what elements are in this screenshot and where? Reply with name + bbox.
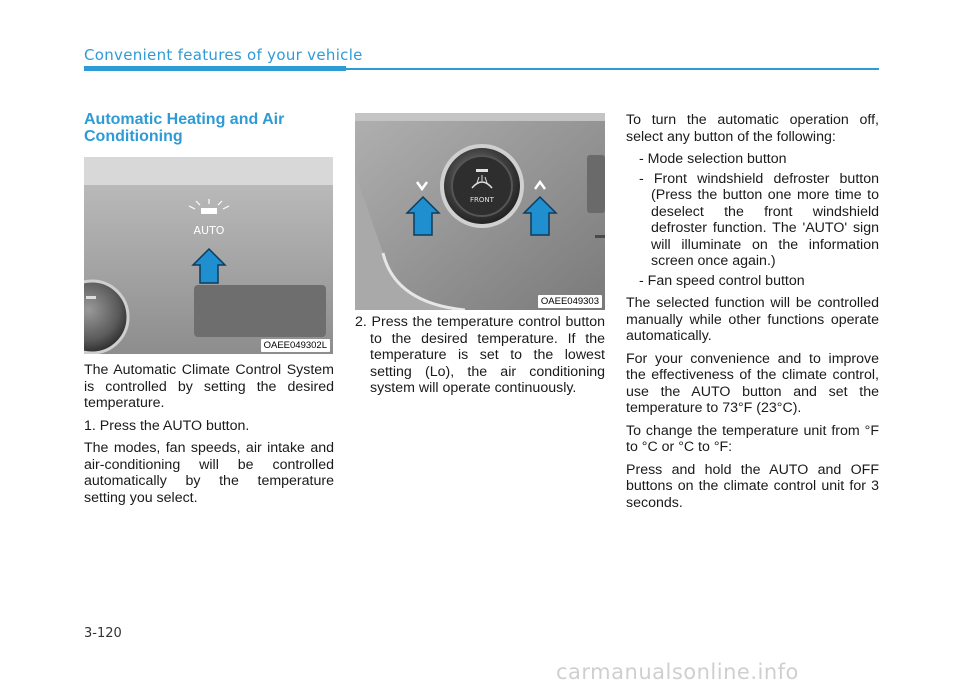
intro-paragraph: The Automatic Climate Control System is controlled by setting the desired temperature. — [84, 362, 334, 411]
auto-label: AUTO — [193, 224, 225, 237]
figure-temperature-knob — [355, 113, 605, 310]
figure-auto-button — [84, 157, 333, 354]
list-item: - Fan speed control button — [639, 272, 805, 289]
temperature-panel-illustration — [355, 113, 605, 310]
manual-control-paragraph: The selected function will be controlled manually while other functions operate automatically. — [626, 295, 879, 344]
column-3-text — [626, 112, 879, 517]
header-rule-thin — [346, 68, 879, 70]
page-number: 3-120 — [84, 626, 122, 641]
recommended-setting-paragraph: For your convenience and to improve the effectiveness of the climate control, use the AUTO button and set the temperature to 73°F (23°C). — [626, 350, 879, 416]
watermark: carmanualsonline.info — [556, 660, 799, 684]
turn-off-intro: To turn the automatic operation off, select any button of the following: — [626, 112, 879, 145]
unit-change-instruction: Press and hold the AUTO and OFF buttons on the climate control unit for 3 seconds. — [626, 461, 879, 511]
column-1-text — [84, 362, 334, 512]
figure-code: OAEE049302L — [261, 339, 330, 352]
auto-description: The modes, fan speeds, air intake and air-conditioning will be controlled automatically by the temperature setting you select. — [84, 440, 334, 506]
step-2: 2. Press the temperature control button to the desired temperature. If the temperature is set to the lowest setting (Lo), the air conditioning system will operate continuously. — [355, 314, 605, 396]
front-label: FRONT — [470, 196, 494, 204]
figure-code: OAEE049303 — [538, 295, 602, 308]
list-item: - Mode selection button — [639, 151, 787, 167]
header-rule — [84, 66, 346, 71]
column-2-text — [355, 314, 605, 403]
section-title: Automatic Heating and Air Conditioning — [84, 111, 285, 145]
step-1: 1. Press the AUTO button. — [84, 417, 250, 434]
temperature-unit-paragraph: To change the temperature unit from °F to °C or °C to °F: — [626, 422, 879, 455]
header-title: Convenient features of your vehicle — [84, 46, 363, 64]
list-item: - Front windshield defroster button (Press the button one more time to deselect the front windshield defroster function. The 'AUTO' sign will illuminate on the information screen once again.) — [639, 170, 879, 269]
auto-panel-illustration — [84, 157, 333, 354]
